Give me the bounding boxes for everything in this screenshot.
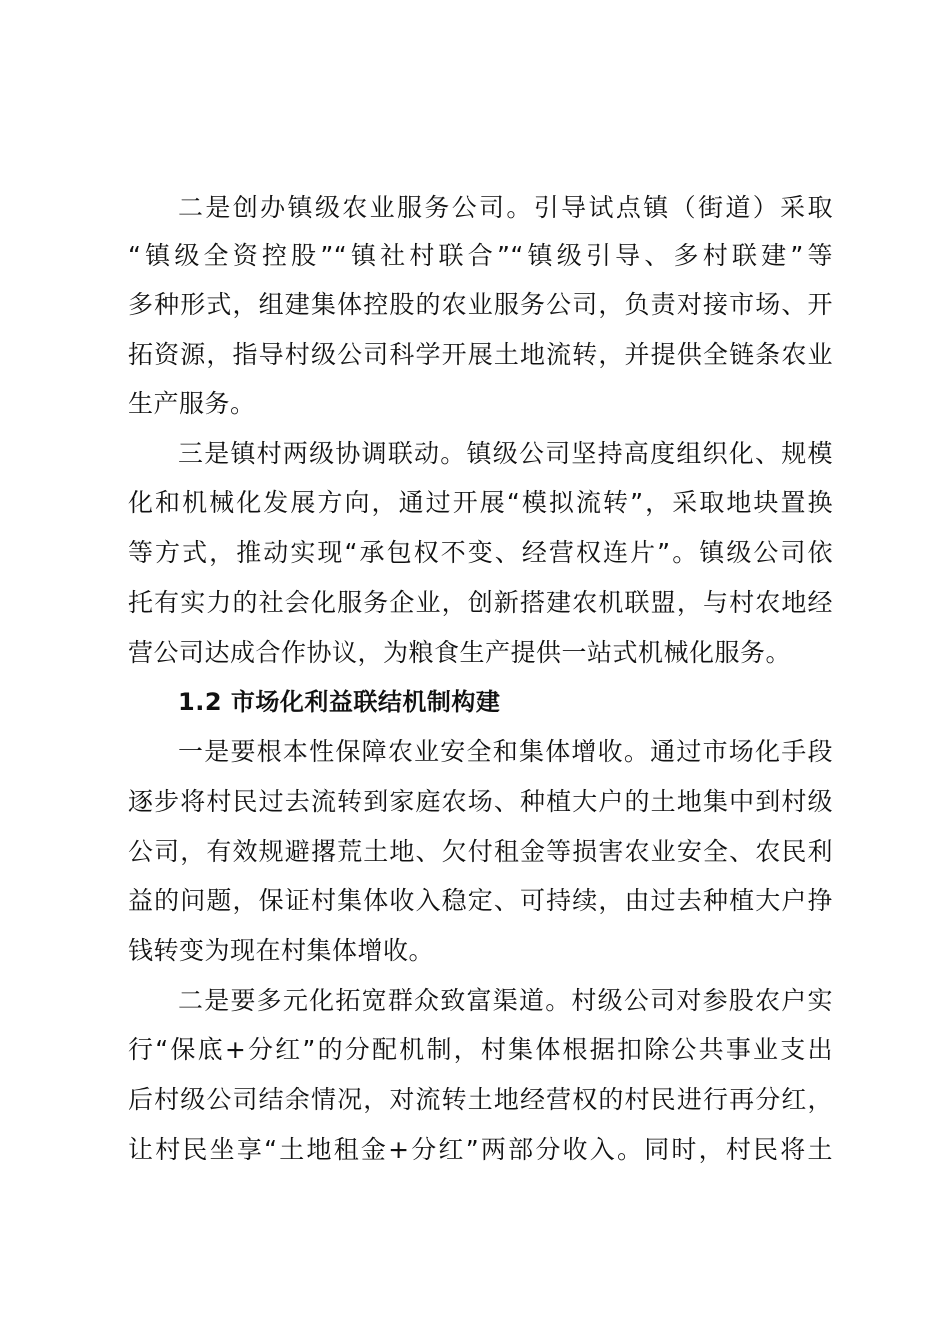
paragraph-3-line-5: 钱转变为现在村集体增收。 <box>128 936 435 965</box>
paragraph-4-line-4: 让村民坐享“土地租金+分红”两部分收入。同时，村民将土 <box>128 1135 833 1164</box>
paragraph-1-line-1: 二是创办镇级农业服务公司。引导试点镇（街道）采取 <box>178 193 833 222</box>
paragraph-1-line-2: “镇级全资控股”“镇社村联合”“镇级引导、多村联建”等 <box>128 241 833 270</box>
paragraph-2-line-5: 营公司达成合作协议，为粮食生产提供一站式机械化服务。 <box>128 638 792 667</box>
paragraph-2-line-2: 化和机械化发展方向，通过开展“模拟流转”，采取地块置换 <box>128 488 833 517</box>
paragraph-4-line-3: 后村级公司结余情况，对流转土地经营权的村民进行再分红， <box>128 1085 833 1114</box>
paragraph-3-line-3: 公司，有效规避撂荒土地、欠付租金等损害农业安全、农民利 <box>128 837 833 866</box>
paragraph-2-line-3: 等方式，推动实现“承包权不变、经营权连片”。镇级公司依 <box>128 538 833 567</box>
paragraph-3-line-2: 逐步将村民过去流转到家庭农场、种植大户的土地集中到村级 <box>128 787 833 816</box>
paragraph-3-line-4: 益的问题，保证村集体收入稳定、可持续，由过去种植大户挣 <box>128 886 833 915</box>
paragraph-2-line-1: 三是镇村两级协调联动。镇级公司坚持高度组织化、规模 <box>178 439 833 468</box>
paragraph-1-line-5: 生产服务。 <box>128 389 256 418</box>
paragraph-1-line-3: 多种形式，组建集体控股的农业服务公司，负责对接市场、开 <box>128 290 833 319</box>
paragraph-3-line-1: 一是要根本性保障农业安全和集体增收。通过市场化手段 <box>178 737 833 766</box>
paragraph-1-line-4: 拓资源，指导村级公司科学开展土地流转，并提供全链条农业 <box>128 340 833 369</box>
section-heading: 1.2 市场化利益联结机制构建 <box>178 688 501 716</box>
paragraph-4-line-1: 二是要多元化拓宽群众致富渠道。村级公司对参股农户实 <box>178 986 833 1015</box>
paragraph-4-line-2: 行“保底+分红”的分配机制，村集体根据扣除公共事业支出 <box>128 1035 833 1064</box>
paragraph-2-line-4: 托有实力的社会化服务企业，创新搭建农机联盟，与村农地经 <box>128 588 833 617</box>
